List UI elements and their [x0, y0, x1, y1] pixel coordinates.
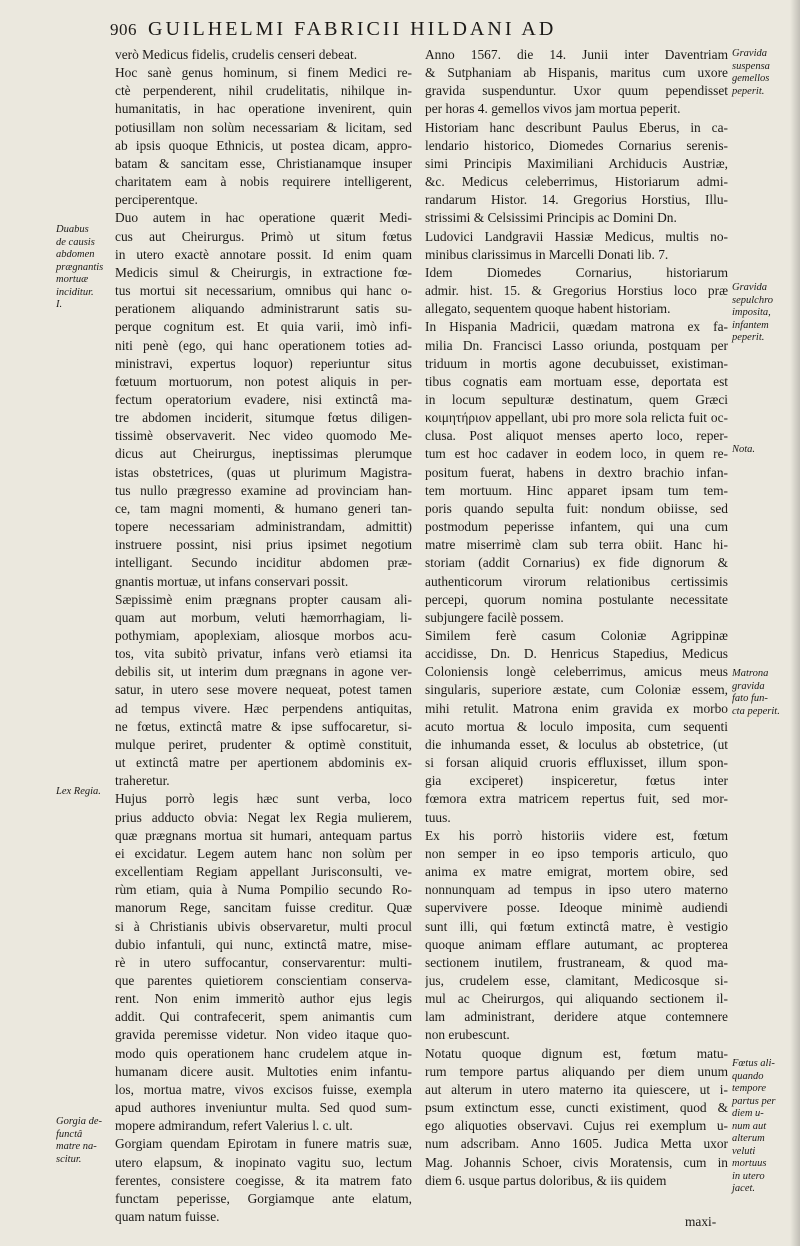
right-text-line: milia Dn. Francisci Lasso oriunda, postquam per	[425, 337, 728, 353]
margin-note-left-causes: Duabus de causis abdomen prægnantis mortuæ inciditur. I.	[56, 224, 104, 310]
left-text-line: que parentes quietiorem conscientiam conserva-	[115, 972, 412, 988]
right-text-line: strissimi & Celsissimi Principis ac Domini Dn.	[425, 210, 677, 226]
left-text-line: intelligant. Secundo inciditur abdomen præ-	[115, 555, 412, 571]
right-text-line: triduum in mortis agone decubuisset, existiman-	[425, 355, 728, 371]
right-text-line: accidisse, Dn. D. Henricus Stapedius, Medicus	[425, 646, 728, 662]
right-text-line: admir. hist. 15. & Gregorius Horstius loco præ	[425, 283, 728, 299]
left-text-line: apud authores inveniuntur multa. Sed quod sum-	[115, 1100, 412, 1116]
right-text-line: poris quando sepulta fuit: nondum obiisse, sed	[425, 500, 728, 516]
left-text-line: topere necessariam administrandam, admittit)	[115, 519, 412, 535]
left-text-line: perque cognitum est. Et quia varii, imò infi-	[115, 319, 412, 335]
right-text-line: mul ac Cheirurgos, qui aliquando sectionem il-	[425, 991, 728, 1007]
left-text-line: verò Medicus fidelis, crudelis censeri debeat.	[115, 47, 358, 62]
left-text-line: istas obstetrices, (quas ut plurimum Magistra-	[115, 464, 412, 480]
right-text-column	[425, 46, 728, 1190]
page-edge-shadow	[790, 0, 800, 1246]
right-text-line: jus, crudelem esse, clamitant, Medicosque si-	[425, 972, 728, 988]
left-text-line: prius adducto obvia: Negat lex Regia mulierem,	[115, 809, 412, 825]
left-text-line: in utero exactè annotare possit. Id enim quam	[115, 246, 412, 262]
right-text-line: tuus.	[425, 809, 451, 825]
right-text-line: & Sutphaniam ab Hispanis, maritus cum uxore	[425, 65, 728, 81]
page-header	[110, 18, 750, 44]
left-text-line: charitatem eam à nobis requirere intelligerent,	[115, 174, 412, 190]
left-text-line: Sæpissimè enim prægnans propter causam ali-	[115, 591, 412, 607]
right-text-line: simi Principis Maximiliani Archiducis Austriæ,	[425, 155, 728, 171]
left-text-line: instruere possint, nisi prius ipsimet negotium	[115, 537, 412, 553]
margin-note-right-sepulchro: Gravida sepulchro imposita, infantem peperit.	[732, 282, 774, 343]
left-text-line: quam natum fuisse.	[115, 1209, 220, 1224]
right-text-line: Ex his porrò historiis videre est, fœtum	[425, 827, 728, 843]
page-number: 906	[110, 20, 137, 39]
left-text-line: dubio infantuli, qui nunc, extinctâ matre, mise-	[115, 936, 412, 952]
right-text-line: diem 6. usque partus doloribus, & iis quidem	[425, 1172, 667, 1188]
right-text-line: tum est hoc cadaver in eodem loco, in quem re-	[425, 446, 728, 462]
left-text-line: satur, in utero sese movere nequeat, potest tamen	[115, 682, 412, 698]
left-text-line: tus mortui sit necessarium, omnibus qui hanc o-	[115, 283, 412, 299]
left-text-line: potiusillam non solùm necessariam & licitam, sed	[115, 119, 412, 135]
right-text-line: per horas 4. gemellos vivos jam mortua peperit.	[425, 101, 681, 117]
right-text-line: si forsan aliquid cruoris effluxisset, illum spon-	[425, 755, 728, 771]
left-text-line: addit. Qui contrafecerit, spem animantis cum	[115, 1009, 412, 1025]
left-text-column	[115, 46, 412, 1226]
left-text-line: fectum operatorium evadere, nisi extinctâ ma-	[115, 391, 412, 407]
right-text-line: positum fuerat, habens in dextro brachio infan-	[425, 464, 728, 480]
right-text-line: quoque animam efflare autumant, ac propterea	[425, 936, 728, 952]
left-text-line: functam peperisse, Gorgiamque ante elatum,	[115, 1190, 412, 1206]
right-text-line: die inhumanda esset, & loculus ab obstetrice, (ut	[425, 736, 728, 752]
left-text-line: batam & sancitam esse, Christianamque insuper	[115, 155, 412, 171]
left-text-line: mulque periret, prudenter & optimè constituit,	[115, 736, 412, 752]
margin-note-right-foetus: Fœtus ali- quando tempore partus per diem u- num aut alterum veluti mortuus in utero jacet.	[732, 1058, 776, 1194]
right-text-line: Notatu quoque dignum est, fœtum matu-	[425, 1045, 728, 1061]
right-text-line: percepi, quorum nomina postulante necessitate	[425, 591, 728, 607]
right-text-line: psum extinctum esse, cuncti existiment, quod &	[425, 1100, 728, 1116]
right-text-line: num adscribam. Anno 1605. Judica Metta uxor	[425, 1136, 728, 1152]
right-text-line: fœmora extra matricem repertus fuit, sed mor-	[425, 791, 728, 807]
right-text-line: sunt illi, qui fœtum extinctâ matre, è vestigio	[425, 918, 728, 934]
margin-note-right-matrona: Matrona gravida fato fun- cta peperit.	[732, 668, 780, 717]
left-text-line: ad tempus vivere. Hæc perpendens antiquitas,	[115, 700, 412, 716]
left-text-line: quam aut morbum, veluti hæmorrhagiam, li-	[115, 609, 412, 625]
left-text-line: traheretur.	[115, 773, 170, 789]
catchword: maxi-	[685, 1214, 717, 1229]
left-text-line: rent. Non enim immeritò author ejus legis	[115, 991, 412, 1007]
left-text-line: pothymiam, apoplexiam, aliosque morbos acu-	[115, 628, 412, 643]
left-text-line: excellentiam Regiam appellant Jurisconsulti, ve-	[115, 864, 412, 880]
left-text-line: niti penè (ego, qui hanc operationem toties ad-	[115, 337, 412, 353]
left-text-line: perciperentque.	[115, 192, 198, 208]
left-text-line: tos, vita subitò privatur, infans verò etiamsi ita	[115, 646, 412, 662]
right-text-line: rum tempore partus aliquando per diem unum	[425, 1063, 728, 1079]
left-text-line: tissimè observaverit. Nec video quomodo Me-	[115, 428, 412, 444]
right-text-line: gia exciperet) inspiceretur, fœtus inter	[425, 773, 728, 789]
left-text-line: humanitatis, in hac operatione invenirent, quin	[115, 101, 412, 117]
right-text-line: randarum Histor. 14. Gregorius Horstius, Illu-	[425, 192, 728, 208]
right-text-line: lam administrant, deridere atque contemnere	[425, 1009, 728, 1025]
right-text-line: storiam (addit Cornarius) ex fide dignorum &	[425, 555, 728, 571]
right-text-line: Mag. Johannis Schoer, civis Moratensis, cum in	[425, 1154, 728, 1170]
right-text-line: aut alterum in utero materno ita quiescere, ut i-	[425, 1081, 728, 1097]
left-text-line: rùm etiam, quia à Numa Pompilio secundo Ro-	[115, 882, 412, 898]
left-text-line: humanam dicere ausit. Multoties enim infantu-	[115, 1063, 412, 1079]
left-text-line: Medicis simul & Cheirurgis, in extractione fœ-	[115, 264, 412, 280]
left-text-line: los, mortua matre, vivos excisos fuisse, exempla	[115, 1081, 412, 1097]
right-text-line: allegato, sequentem quoque habent historiam.	[425, 301, 671, 317]
right-text-line: non semper in eo ipso temporis articulo, quo	[425, 845, 728, 861]
right-text-line: nonnunquam ad tempus in ipso utero materno	[425, 882, 728, 898]
margin-note-left-lex-regia: Lex Regia.	[56, 786, 101, 797]
right-text-line: postmodum peperisse infantem, qui una cum	[425, 519, 728, 535]
right-text-line: κοιμητήριον appellant, ubi pro more sola relicta fuit oc-	[425, 410, 728, 426]
margin-note-right-suspensa: Gravida suspensa gemellos peperit.	[732, 48, 770, 97]
right-text-line: ego aliquoties observavi. Cujus rei exemplum u-	[425, 1118, 728, 1134]
right-text-line: Ludovici Landgravii Hassiæ Medicus, multis no-	[425, 228, 728, 244]
right-text-line: lendario historico, Diomedes Cornarius serenis-	[425, 137, 728, 153]
right-text-line: Historiam hanc describunt Paulus Eberus, in ca-	[425, 119, 728, 135]
left-text-line: ctè perpenderent, nihil crudelitatis, nihilque in-	[115, 83, 412, 99]
left-text-line: mopere admirandum, refert Valerius l. c. ult.	[115, 1118, 353, 1134]
right-text-line: Idem Diomedes Cornarius, historiarum	[425, 264, 728, 280]
left-text-line: debilis sit, ut interim dum prægnans in agone ver-	[115, 664, 412, 680]
right-text-line: authenticorum virorum relationibus certissimis	[425, 573, 728, 589]
right-text-line: Anno 1567. die 14. Junii inter Daventriam	[425, 47, 728, 62]
left-text-line: cus aut Cheirurgus. Primò ut situm fœtus	[115, 228, 412, 244]
left-text-line: fœtuum mortuorum, non potest aliquis in per-	[115, 373, 412, 389]
left-text-line: ut extinctâ matre per apertionem abdominis ex-	[115, 755, 412, 771]
right-text-line: subjungere facilè possem.	[425, 609, 564, 625]
left-text-line: modo quis operationem hanc crudelem atque in-	[115, 1045, 412, 1061]
left-text-line: utero elapsum, & inopinato vagitu suo, lectum	[115, 1154, 412, 1170]
right-text-line: in locum sepulturæ destinatum, quem Græci	[425, 391, 728, 407]
right-text-line: clusa. Post aliquot menses aperto loco, reper-	[425, 428, 728, 444]
right-text-line: mihi retulit. Matrona enim gravida ex morbo	[425, 700, 728, 716]
right-text-line: acuto mortua & loculo imposita, cum sequenti	[425, 718, 728, 734]
left-text-line: ministravi, expertus loquor) reperiuntur situs	[115, 355, 412, 371]
right-text-line: minibus clarissimus in Marcelli Donati lib. 7.	[425, 246, 669, 262]
left-text-line: dicus aut Cheirurgus, ineptissimas plerumque	[115, 446, 412, 462]
right-text-line: &c. Medicus celeberrimus, Historiarum admi-	[425, 174, 728, 190]
right-text-line: matre miserrimè clam sub terra obiit. Hanc hi-	[425, 537, 728, 553]
left-text-line: gnantis mortuæ, ut infans conservari possit.	[115, 573, 349, 589]
right-text-line: singularis, superiore æstate, cum Coloniæ essem,	[425, 682, 728, 698]
right-text-line: non erubescunt.	[425, 1027, 510, 1043]
left-text-line: Hoc sanè genus hominum, si finem Medici re-	[115, 65, 412, 81]
right-text-line: anima ex matre emigrat, mortem obire, sed	[425, 864, 728, 880]
margin-note-right-nota: Nota.	[732, 444, 756, 455]
left-text-line: Hujus porrò legis hæc sunt verba, loco	[115, 791, 412, 807]
left-text-line: ce, tam magni momenti, & humano generi tan-	[115, 500, 412, 516]
left-text-line: rè in utero suffocantur, conservarentur: multi-	[115, 954, 412, 970]
left-text-line: ei excidatur. Legem autem hanc non solùm per	[115, 845, 412, 861]
right-text-line: tem mortuum. Hinc apparet ipsam tum tem-	[425, 482, 728, 498]
left-text-line: si à Christianis ubivis observaretur, multi procul	[115, 918, 412, 934]
left-text-line: quæ prægnans mortua sit humari, antequam partus	[115, 827, 412, 843]
right-text-line: tibus cognatis eam mortuam esse, deportata est	[425, 373, 728, 389]
right-text-line: In Hispania Madricii, quædam matrona ex fa-	[425, 319, 728, 335]
left-text-line: ferentes, consistere coegisse, & ita matrem fato	[115, 1172, 412, 1188]
left-text-line: manorum Rege, sancitam fuisse creditur. Quæ	[115, 900, 412, 916]
right-text-line: gravida suspenduntur. Uxor quum pependisset	[425, 83, 728, 99]
left-text-line: ab ipsis quoque Ethnicis, ut postea dicam, appro-	[115, 137, 412, 153]
right-text-line: Coloniensis longè celeberrimus, amicus meus	[425, 664, 728, 680]
left-text-line: gravida peremisse videtur. Non video itaque quo-	[115, 1027, 412, 1043]
margin-note-left-gorgia: Gorgia de- functâ matre na- scitur.	[56, 1116, 102, 1165]
left-text-line: Gorgiam quendam Epirotam in funere matris suæ,	[115, 1136, 412, 1152]
left-text-line: tre abdomen inciderit, situmque fœtus diligen-	[115, 410, 412, 426]
right-text-line: supervivere posse. Ideoque minimè audiendi	[425, 900, 728, 916]
running-title: GUILHELMI FABRICII HILDANI AD	[148, 18, 557, 40]
left-text-line: Duo autem in hac operatione quærit Medi-	[115, 210, 412, 226]
left-text-line: ne fœtus, extinctâ matre & ipse suffocaretur, si-	[115, 718, 412, 734]
right-text-line: sectionem inutilem, frustraneam, & quod ma-	[425, 954, 728, 970]
left-text-line: perationem aliquando administrarunt satis su-	[115, 301, 412, 317]
left-text-line: tus nullo prægresso examine ad provinciam han-	[115, 482, 412, 498]
right-text-line: Similem ferè casum Coloniæ Agrippinæ	[425, 628, 728, 643]
